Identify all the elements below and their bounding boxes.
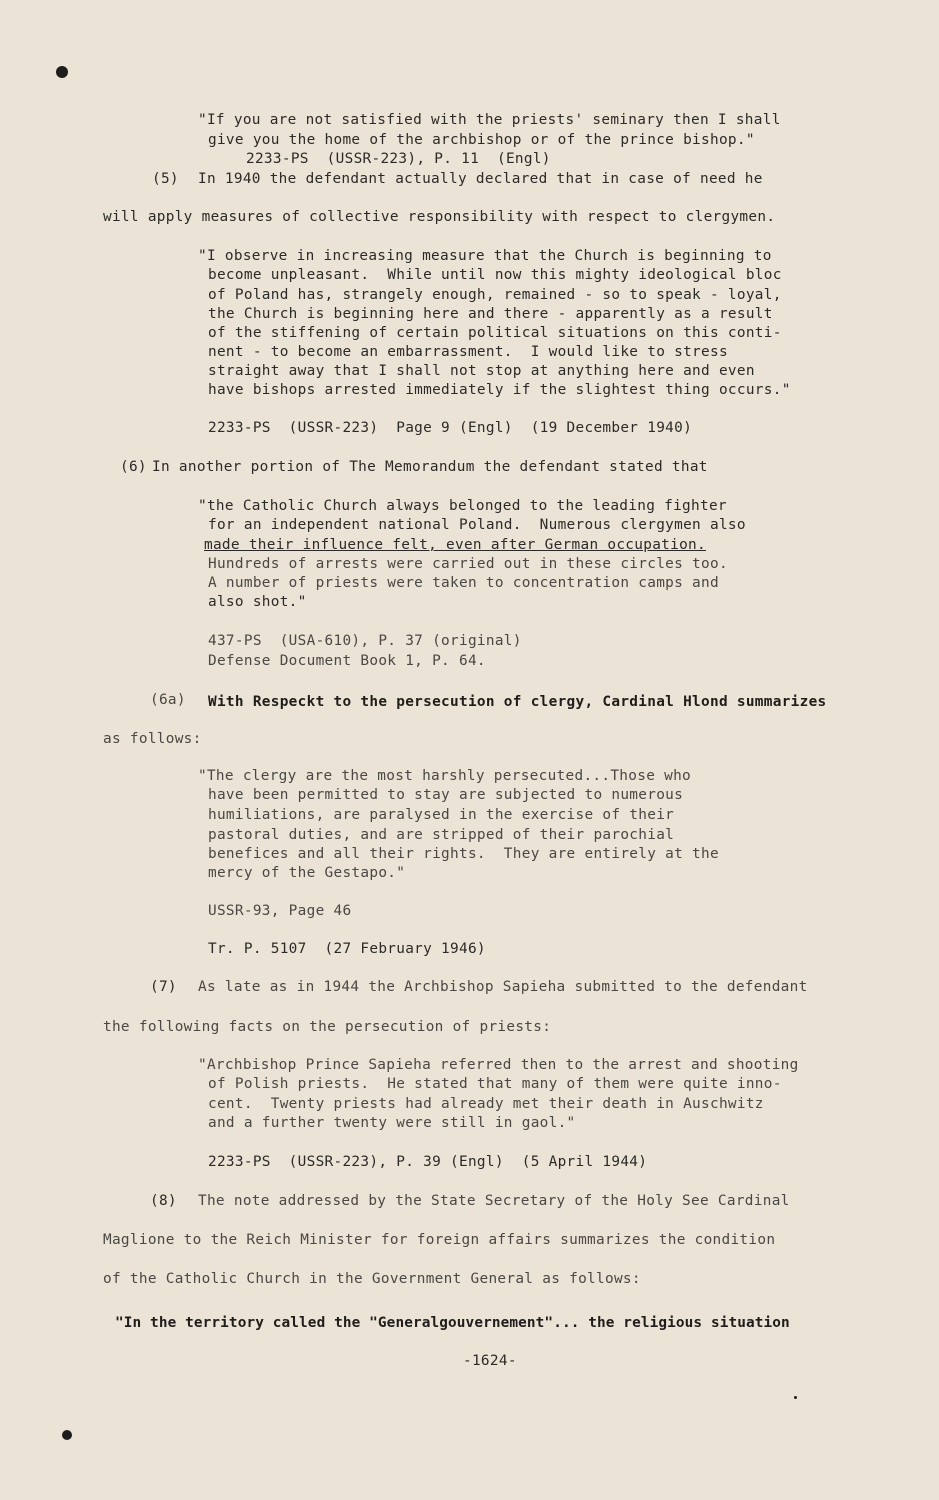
ink-mark-top [56,66,68,78]
quote4-line: pastoral duties, and are stripped of their parochial [208,827,675,843]
quote3-line3-underlined: made their influence felt, even after German occupation. [204,537,706,553]
para5-number: (5) [152,171,179,187]
quote1-line2: give you the home of the archbishop or of the prince bishop." [208,132,755,148]
quote3-citation1: 437-PS (USA-610), P. 37 (original) [208,633,522,649]
quote5-citation: 2233-PS (USSR-223), P. 39 (Engl) (5 April 1944) [208,1154,648,1170]
quote5-line: cent. Twenty priests had already met their death in Auschwitz [208,1096,764,1112]
quote3-line1: "the Catholic Church always belonged to the leading fighter [198,498,727,514]
para8-line2: Maglione to the Reich Minister for foreign affairs summarizes the condition [103,1232,776,1248]
para6a-line2: as follows: [103,731,202,747]
para7-line2: the following facts on the persecution of priests: [103,1019,552,1035]
final-quote-line: "In the territory called the "Generalgouvernement"... the religious situation [115,1315,790,1331]
quote3-line4: Hundreds of arrests were carried out in these circles too. [208,556,728,572]
quote4-line: "The clergy are the most harshly persecuted...Those who [198,768,692,784]
quote4-line: benefices and all their rights. They are entirely at the [208,846,719,862]
para6-number: (6) [120,459,147,475]
quote4-line: mercy of the Gestapo." [208,865,406,881]
quote4-citation2: Tr. P. 5107 (27 February 1946) [208,941,486,957]
quote3-line5: A number of priests were taken to concentration camps and [208,575,719,591]
para5-line2: will apply measures of collective responsibility with respect to clergymen. [103,209,776,225]
quote3-line6: also shot." [208,594,307,610]
para8-number: (8) [150,1193,177,1209]
quote2-citation: 2233-PS (USSR-223) Page 9 (Engl) (19 December 1940) [208,420,693,436]
quote2-line: "I observe in increasing measure that the Church is beginning to [198,248,772,264]
para7-line1: As late as in 1944 the Archbishop Sapieha submitted to the defendant [198,979,808,995]
quote4-citation1: USSR-93, Page 46 [208,903,352,919]
page-number: -1624- [463,1353,517,1369]
quote2-line: straight away that I shall not stop at anything here and even [208,363,755,379]
quote2-line: have bishops arrested immediately if the slightest thing occurs." [208,382,791,398]
quote4-line: humiliations, are paralysed in the exercise of their [208,807,675,823]
para8-line1: The note addressed by the State Secretary of the Holy See Cardinal [198,1193,790,1209]
quote2-line: nent - to become an embarrassment. I would like to stress [208,344,728,360]
quote5-line: "Archbishop Prince Sapieha referred then to the arrest and shooting [198,1057,799,1073]
quote3-citation2: Defense Document Book 1, P. 64. [208,653,486,669]
quote5-line: and a further twenty were still in gaol." [208,1115,576,1131]
quote4-line: have been permitted to stay are subjected to numerous [208,787,684,803]
quote2-line: become unpleasant. While until now this mighty ideological bloc [208,267,782,283]
para5-line1: In 1940 the defendant actually declared that in case of need he [198,171,763,187]
para6-line1: In another portion of The Memorandum the defendant stated that [152,459,708,475]
quote5-line: of Polish priests. He stated that many of them were quite inno- [208,1076,782,1092]
quote1-citation: 2233-PS (USSR-223), P. 11 (Engl) [246,151,551,167]
quote1-line1: "If you are not satisfied with the priests' seminary then I shall [198,112,781,128]
ink-speck [794,1396,797,1399]
quote2-line: of the stiffening of certain political situations on this conti- [208,325,782,341]
quote2-line: the Church is beginning here and there - apparently as a result [208,306,773,322]
para6a-number: (6a) [150,692,186,708]
para8-line3: of the Catholic Church in the Government General as follows: [103,1271,641,1287]
ink-mark-bottom [62,1430,72,1440]
para7-number: (7) [150,979,177,995]
para6a-line1: With Respeckt to the persecution of clergy, Cardinal Hlond summarizes [208,694,827,710]
quote3-line2: for an independent national Poland. Numerous clergymen also [208,517,746,533]
quote2-line: of Poland has, strangely enough, remained - so to speak - loyal, [208,287,782,303]
